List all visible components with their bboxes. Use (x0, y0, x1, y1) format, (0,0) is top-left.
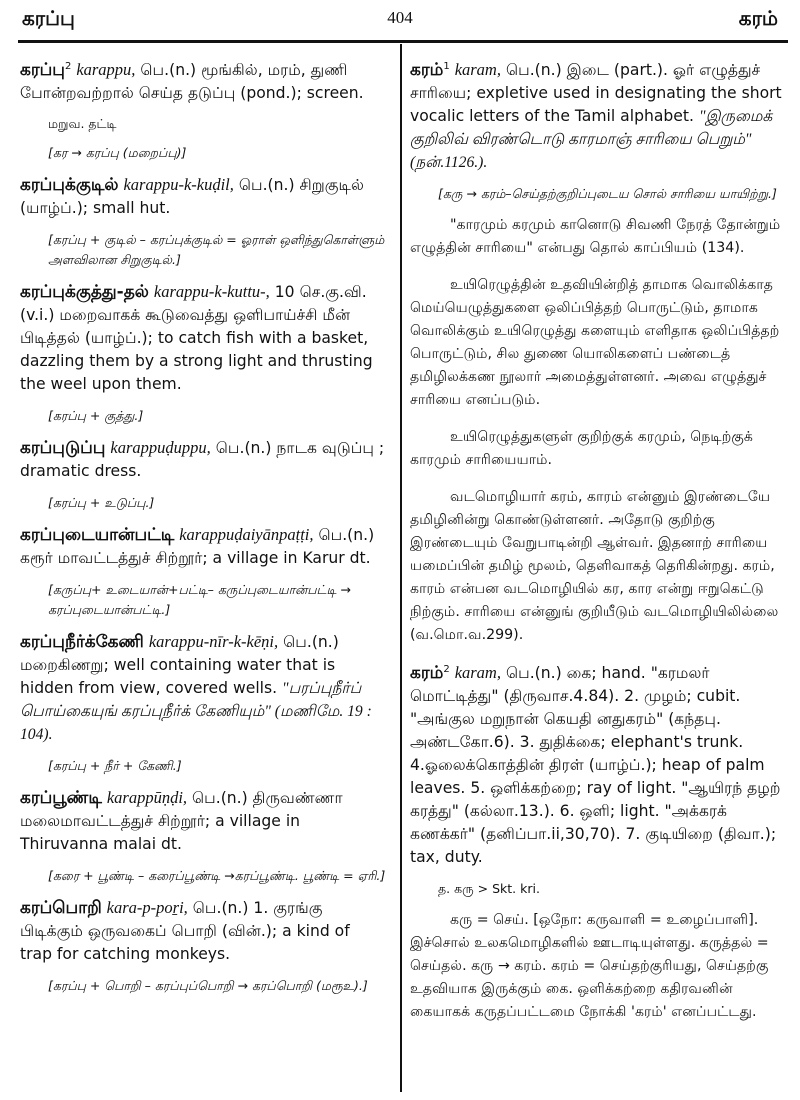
entry-karappukkudil (20, 173, 386, 220)
transliteration: karappu-k-kuḍil, (123, 175, 234, 194)
citation: "பரப்புநீர்ப் பொய்கையுங் கரப்புநீர்க் கேணியும்" (மணிமே. 19 : 104). (20, 680, 372, 743)
headword: கரப்புக்குத்து-தல் (20, 282, 149, 302)
etymology: [கரை + பூண்டி – கரைப்பூண்டி →கரப்பூண்டி. பூண்டி = ஏரி.] (48, 868, 386, 883)
left-column (20, 58, 386, 1006)
header-first-word: கரப்பு (22, 6, 75, 30)
transliteration: karappuḍuppu, (110, 438, 211, 457)
homonym-number: 2 (64, 60, 72, 72)
paragraph: வடமொழியார் கரம், காரம் என்னும் இரண்டையே தமிழினின்று கொண்டுள்ளனர். அதோடு குறிற்கு இரண்டையும் வேறுபாடின்றி ஆள்வர். இதனாற் சாரியை யமைப்பின் தமிழ் மூலம், தெளிவாகத் தெரிகின்றது. கரம், காரம் என்பன வடமொழியில் கர, கார என்று ஈறுகெட்டு நிற்கும். சாரியை என்னுங் குறியீடும் வடமொழியிலில்லை (வ.மொ.வ.299). (410, 489, 779, 643)
definition: பெ.(n.) நாடக வுடுப்பு ; dramatic dress. (20, 439, 385, 480)
homonym-number: 2 (443, 663, 450, 675)
entry-karappunirkkeni (20, 630, 386, 746)
paragraph: உயிரெழுத்துகளுள் குறிற்குக் கரமும், நெடிற்குக் காரமும் சாரியையாம். (410, 429, 753, 468)
right-column (410, 58, 784, 1038)
entry-karappuduppu (20, 436, 386, 483)
definition: பெ.(n.) மூங்கில், மரம், துணி போன்றவற்றால் செய்த தடுப்பு (pond.); screen. (20, 61, 364, 102)
entry-karappudaiyanpatti (20, 523, 386, 570)
transliteration: karam, (454, 663, 501, 682)
entry-karam-2 (410, 661, 784, 869)
entry-karapporri (20, 896, 386, 966)
etymology: [கரப்பு + உடுப்பு.] (48, 495, 155, 510)
headword: கரப்புநீர்க்கேணி (20, 632, 144, 652)
headword: கரப்பு (20, 60, 65, 80)
entry-karappundi (20, 786, 386, 856)
etymology: [கரப்பு + பொறி – கரப்புப்பொறி → கரப்பொறி (மரூஉ).] (48, 978, 368, 993)
transliteration: karappu-k-kuttu-, (153, 282, 270, 301)
transliteration: karappu, (76, 60, 136, 79)
header-last-word: கரம் (738, 6, 778, 30)
entry-karappu-2 (20, 58, 386, 105)
transliteration: karappūṇḍi, (106, 788, 188, 807)
column-divider (400, 44, 402, 1092)
entry-karappukkuttu (20, 280, 386, 396)
page-number: 404 (387, 8, 413, 27)
homonym-number: 1 (443, 60, 450, 72)
headword: கரப்புடையான்பட்டி (20, 525, 175, 545)
headword: கரப்பொறி (20, 898, 102, 918)
etymology: [கர → கரப்பு (மறைப்பு)] (48, 145, 187, 160)
transliteration: kara-p-poṟi, (106, 898, 188, 917)
headword: கரப்பூண்டி (20, 788, 102, 808)
transliteration: karappu-nīr-k-kēṇi, (148, 632, 279, 651)
headword: கரப்புக்குடில் (20, 175, 119, 195)
page-header (0, 0, 800, 42)
etymology: த. கரு > Skt. kri. (438, 881, 540, 896)
definition: பெ.(n.) இடை (part.). ஓர் எழுத்துச் சாரியை; expletive used in designating the short vocalic letters of the Tamil alphabet. (410, 61, 782, 125)
paragraph: உயிரெழுத்தின் உதவியின்றித் தாமாக வொலிக்காத மெய்யெழுத்துகளை ஒலிப்பித்தற் பொருட்டும், தாமாக வொலிக்கும் உயிரெழுத்து களையும் எளிதாக ஒலிப்பித்தற் பொருட்டும், சில துணை யொலிகளைப் பண்டைத் தமிழிலக்கண நூலார் அமைத்துள்ளனர். அவை எழுத்துச் சாரியை எனப்படும். (410, 277, 780, 408)
definition: 10 செ.கு.வி. (v.i.) மறைவாகக் கூடுவைத்து ஒளிபாய்ச்சி மீன் பிடித்தல் (யாழ்ப்.); to catch fish with a basket, dazzling them by a strong light and thrusting the weel upon them. (20, 283, 373, 393)
citation: "இருமைக் குறிலிவ் விரண்டொடு காரமாஞ் சாரியை பெறும்" (நன்.1126.). (410, 108, 773, 171)
transliteration: karam, (454, 60, 501, 79)
paragraph: கரு = செய். [ஒநோ: கருவாளி = உழைப்பாளி]. இச்சொல் உலகமொழிகளில் ஊடாடியுள்ளது. கருத்தல் = செய்தல். கரு → கரம். கரம் = செய்தற்குரியது, செய்தற்கு உதவியாக இருக்கும் கை. ஒளிக்கற்றை கதிரவனின் கையாகக் கருதப்பட்டமை நோக்கி 'கரம்' எனப்பட்டது. (410, 912, 769, 1020)
definition: பெ.(n.) திருவண்ணா மலைமாவட்டத்துச் சிற்றூர்; a village in Thiruvanna malai dt. (20, 789, 343, 853)
definition: பெ.(n.) 1. குரங்கு பிடிக்கும் ஒருவகைப் பொறி (வின்.); a kind of trap for catching monkeys. (20, 899, 350, 963)
definition: பெ.(n.) மறைகிணறு; well containing water that is hidden from view, covered wells. (20, 633, 339, 697)
etymology: [கரப்பு + குத்து.] (48, 408, 144, 423)
definition: பெ.(n.) கை; hand. "கரமலர் மொட்டித்து" (திருவாச.4.84). 2. முழம்; cubit. "அங்குல மறுநான் கெயதி னதுகரம்" (கந்தபு. அண்டகோ.6). 3. துதிக்கை; elephant's trunk. 4.ஓலைக்கொத்தின் திரள் (யாழ்ப்.); heap of palm leaves. 5. ஒளிக்கற்றை; ray of light. "ஆயிரந் தழற் கரத்து" (கல்லா.13.). 6. ஒளி; light. "அக்கரக் கணக்கர்" (தனிப்பா.ii,30,70). 7. குடியிறை (திவா.); tax, duty. (410, 664, 781, 866)
headword: கரம் (410, 60, 444, 80)
header-rule (18, 40, 788, 43)
etymology: [கரப்பு + நீர் + கேணி.] (48, 758, 182, 773)
etymology: [கரு → கரம்–செய்தற்குறிப்புடைய சொல் சாரியை யாயிற்று.] (438, 186, 777, 201)
entry-karam-1 (410, 58, 784, 174)
definition: பெ.(n.) கரூர் மாவட்டத்துச் சிற்றூர்; a village in Karur dt. (20, 526, 375, 567)
synonym-note: மறுவ. தட்டி (48, 116, 117, 131)
headword: கரம் (410, 663, 444, 683)
definition: பெ.(n.) சிறுகுடில் (யாழ்ப்.); small hut. (20, 176, 364, 217)
paragraph: "காரமும் கரமும் கானொடு சிவணி நேரத் தோன்றும் எழுத்தின் சாரியை" என்பது தொல் காப்பியம் (134). (410, 217, 781, 256)
transliteration: karappuḍaiyānpaṭṭi, (179, 525, 314, 544)
etymology: [கரப்பு + குடில் – கரப்புக்குடில் = ஓராள் ஒளிந்துகொள்ளும் அளவிலான சிறுகுடில்.] (48, 232, 385, 267)
headword: கரப்புடுப்பு (20, 438, 106, 458)
etymology: [கருப்பு+ உடையான்+பட்டி– கருப்புடையான்பட்டி → கரப்புடையான்பட்டி.] (48, 582, 351, 617)
